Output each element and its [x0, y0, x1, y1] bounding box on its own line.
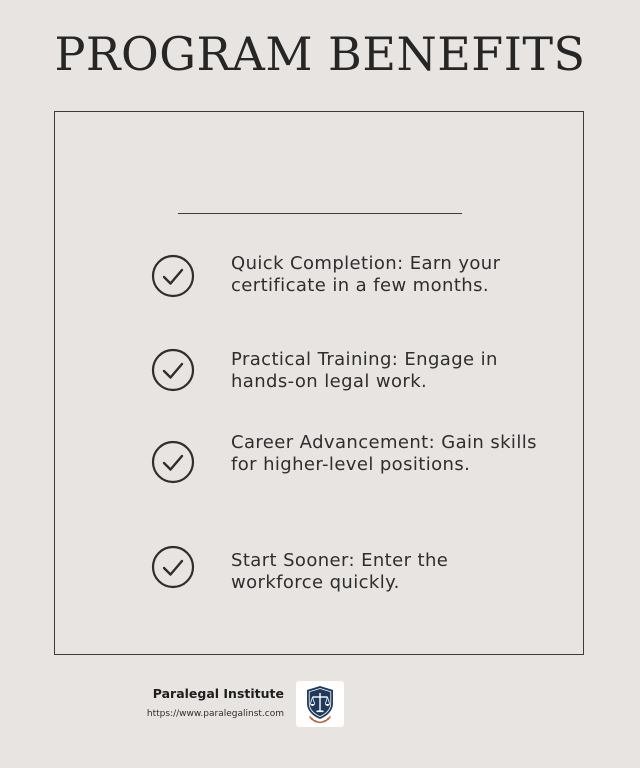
page-title: PROGRAM BENEFITS	[54, 27, 586, 81]
check-circle-icon	[150, 347, 196, 393]
benefit-text: Start Sooner: Enter the workforce quickly.	[231, 550, 449, 593]
organization-url[interactable]: https://www.paralegalinst.com	[146, 709, 284, 719]
benefit-text: Quick Completion: Earn your certificate in a few months.	[231, 253, 501, 296]
check-circle-icon	[150, 544, 196, 590]
check-circle-icon	[150, 439, 196, 485]
scales-of-justice-shield-icon	[296, 681, 344, 727]
check-circle-icon	[150, 253, 196, 299]
benefit-text: Practical Training: Engage in hands-on legal work.	[231, 349, 498, 392]
organization-name: Paralegal Institute	[152, 686, 284, 701]
divider-line	[178, 213, 462, 214]
logo	[296, 681, 344, 727]
benefit-text: Career Advancement: Gain skills for higher-level positions.	[231, 432, 537, 475]
